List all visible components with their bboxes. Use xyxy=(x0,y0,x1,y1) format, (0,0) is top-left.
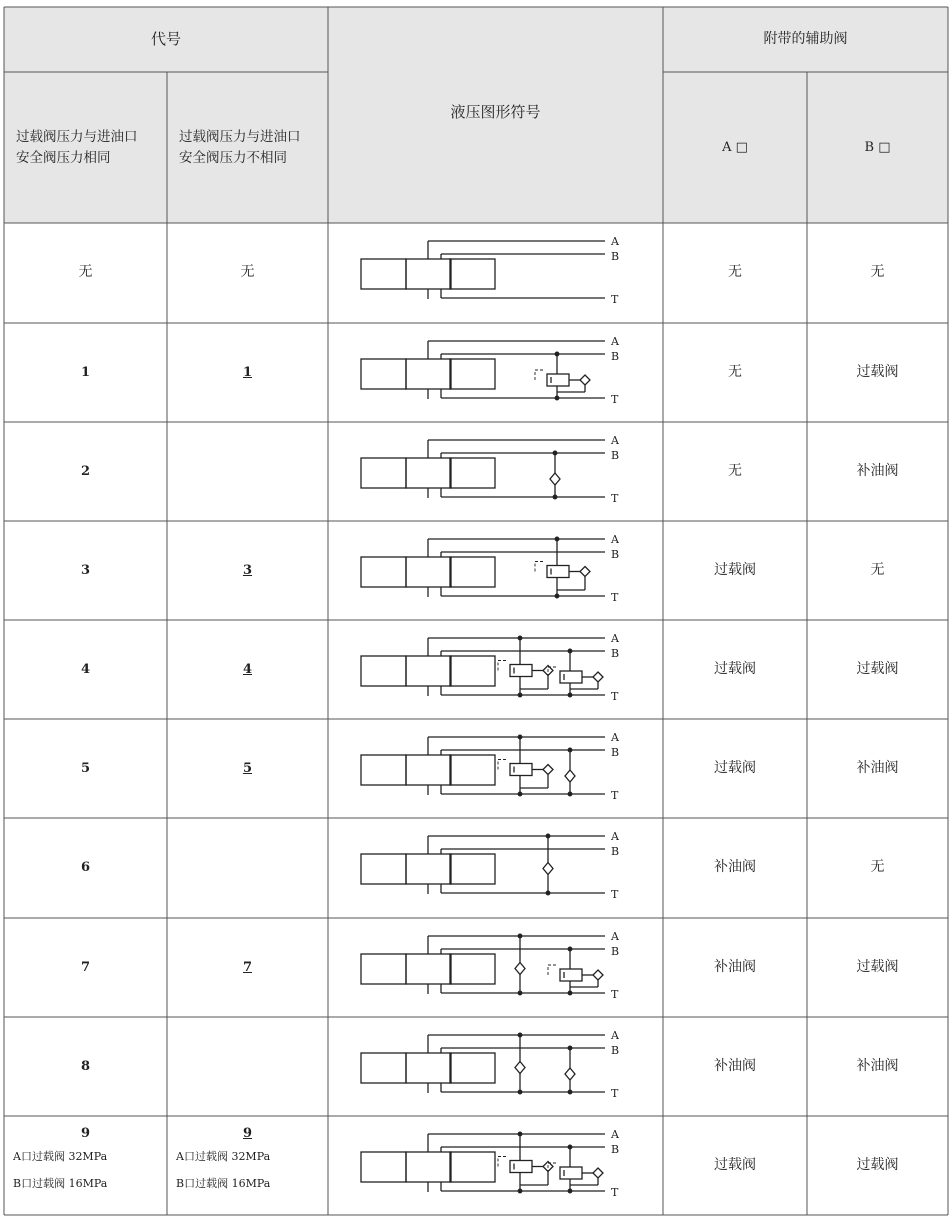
port-label-b: B xyxy=(611,647,620,660)
code-diff-cell: 3 xyxy=(242,562,253,578)
port-label-a: A xyxy=(611,434,619,447)
port-label-t: T xyxy=(611,789,619,802)
port-label-b: B xyxy=(611,945,620,958)
spool-block xyxy=(361,557,406,587)
header-aux-group: 附带的辅助阀 xyxy=(763,31,848,47)
spool-block xyxy=(450,755,495,785)
spool-block xyxy=(406,359,451,389)
code-same-cell: 8 xyxy=(80,1058,91,1074)
hydraulic-symbol xyxy=(361,533,620,604)
pressure-note: A口过载阀 32MPa xyxy=(176,1150,271,1163)
port-label-b: B xyxy=(611,746,620,759)
hydraulic-symbol xyxy=(361,830,620,901)
check-valve-icon xyxy=(543,765,553,775)
port-label-a: A xyxy=(611,1029,619,1042)
code-same-cell: 4 xyxy=(80,661,91,677)
port-label-b: B xyxy=(611,449,620,462)
header-symbol: 液压图形符号 xyxy=(450,102,541,121)
aux-b-cell: 补油阀 xyxy=(856,760,899,776)
code-diff-cell: 4 xyxy=(242,661,253,677)
spool-block xyxy=(450,458,495,488)
port-label-a: A xyxy=(611,930,619,943)
code-same-cell: 1 xyxy=(80,364,91,380)
pressure-note: B口过载阀 16MPa xyxy=(176,1177,271,1190)
code-diff-cell xyxy=(167,818,328,917)
hydraulic-symbol xyxy=(361,434,620,505)
code-diff-cell xyxy=(167,422,328,521)
hydraulic-symbol xyxy=(361,335,620,406)
spool-block xyxy=(361,854,406,884)
check-valve-icon xyxy=(580,375,590,385)
pressure-note: B口过载阀 16MPa xyxy=(13,1177,108,1190)
aux-b-cell: 过载阀 xyxy=(856,959,899,975)
port-label-b: B xyxy=(611,350,620,363)
spool-block xyxy=(406,854,451,884)
spool-block xyxy=(361,359,406,389)
port-label-t: T xyxy=(611,690,619,703)
spool-block xyxy=(406,656,451,686)
aux-a-cell: 过载阀 xyxy=(714,562,756,578)
aux-b-cell: 补油阀 xyxy=(856,463,899,479)
spool-block xyxy=(406,954,451,984)
spool-block xyxy=(361,259,406,289)
port-label-t: T xyxy=(611,988,619,1001)
relief-valve-icon xyxy=(510,1161,532,1173)
code-number: 9 xyxy=(242,1126,253,1141)
code-same-cell: 7 xyxy=(80,959,91,975)
relief-valve-icon xyxy=(560,671,582,683)
code-number: 9 xyxy=(80,1126,91,1141)
port-label-a: A xyxy=(611,235,619,248)
header-same-pressure: 过载阀压力与进油口 安全阀压力相同 xyxy=(16,129,138,166)
code-diff-cell: 无 xyxy=(240,264,255,280)
spool-block xyxy=(406,259,451,289)
check-valve-icon xyxy=(593,672,603,682)
code-same-cell: 6 xyxy=(80,859,91,875)
code-same-cell xyxy=(4,1125,167,1197)
aux-a-cell: 无 xyxy=(728,364,742,380)
header-port-b: B □ xyxy=(864,139,891,155)
port-label-b: B xyxy=(611,250,620,263)
check-valve-icon xyxy=(593,1168,603,1178)
spool-block xyxy=(450,359,495,389)
spool-block xyxy=(450,557,495,587)
hydraulic-symbol xyxy=(361,632,620,703)
relief-valve-icon xyxy=(560,1167,582,1179)
header-code-group: 代号 xyxy=(150,30,181,49)
port-label-t: T xyxy=(611,591,619,604)
code-same-cell: 5 xyxy=(80,760,91,776)
port-label-t: T xyxy=(611,492,619,505)
code-same-cell: 2 xyxy=(80,463,91,479)
spool-block xyxy=(450,259,495,289)
aux-a-cell: 补油阀 xyxy=(714,1058,756,1074)
aux-b-cell: 无 xyxy=(870,859,885,875)
aux-a-cell: 补油阀 xyxy=(714,859,756,875)
code-diff-cell: 1 xyxy=(242,364,253,380)
port-label-b: B xyxy=(611,1143,620,1156)
spool-block xyxy=(361,1152,406,1182)
port-label-a: A xyxy=(611,533,619,546)
port-label-a: A xyxy=(611,632,619,645)
code-diff-cell: 5 xyxy=(242,760,253,776)
port-label-a: A xyxy=(611,335,619,348)
relief-valve-icon xyxy=(547,374,569,386)
port-label-b: B xyxy=(611,1044,620,1057)
spool-block xyxy=(450,656,495,686)
hydraulic-symbol xyxy=(361,930,620,1001)
spool-block xyxy=(406,1053,451,1083)
hydraulic-symbol xyxy=(361,1029,620,1100)
code-diff-cell xyxy=(167,1125,328,1197)
relief-valve-icon xyxy=(547,566,569,578)
aux-b-cell: 无 xyxy=(870,264,885,280)
spool-block xyxy=(406,458,451,488)
port-label-a: A xyxy=(611,1128,619,1141)
spool-block xyxy=(406,755,451,785)
aux-b-cell: 过载阀 xyxy=(856,661,899,677)
aux-a-cell: 无 xyxy=(728,264,742,280)
relief-valve-icon xyxy=(510,665,532,677)
port-label-t: T xyxy=(611,1186,619,1199)
aux-b-cell: 过载阀 xyxy=(856,364,899,380)
port-label-t: T xyxy=(611,393,619,406)
check-valve-icon xyxy=(543,863,553,875)
spool-block xyxy=(406,557,451,587)
spool-block xyxy=(450,954,495,984)
aux-a-cell: 过载阀 xyxy=(714,1157,756,1173)
relief-valve-icon xyxy=(510,764,532,776)
code-diff-cell: 7 xyxy=(242,959,253,975)
port-label-t: T xyxy=(611,1087,619,1100)
spool-block xyxy=(450,1053,495,1083)
port-label-a: A xyxy=(611,731,619,744)
check-valve-icon xyxy=(550,473,560,485)
spool-block xyxy=(406,1152,451,1182)
check-valve-icon xyxy=(565,770,575,782)
aux-b-cell: 过载阀 xyxy=(856,1157,899,1173)
header-diff-pressure: 过载阀压力与进油口 安全阀压力不相同 xyxy=(179,129,301,166)
spool-block xyxy=(361,755,406,785)
aux-a-cell: 过载阀 xyxy=(714,661,756,677)
port-label-t: T xyxy=(611,888,619,901)
pressure-note: A口过载阀 32MPa xyxy=(13,1150,108,1163)
port-label-t: T xyxy=(611,293,619,306)
hydraulic-symbol xyxy=(361,235,620,306)
aux-b-cell: 补油阀 xyxy=(856,1058,899,1074)
hydraulic-symbol xyxy=(361,1128,620,1199)
aux-a-cell: 补油阀 xyxy=(714,959,756,975)
spool-block xyxy=(450,854,495,884)
code-diff-cell xyxy=(167,1017,328,1116)
check-valve-icon xyxy=(515,1062,525,1074)
relief-valve-icon xyxy=(560,969,582,981)
code-same-cell: 无 xyxy=(78,264,93,280)
check-valve-icon xyxy=(515,963,525,975)
spool-block xyxy=(361,954,406,984)
check-valve-icon xyxy=(565,1068,575,1080)
code-same-cell: 3 xyxy=(80,562,91,578)
port-label-b: B xyxy=(611,548,620,561)
check-valve-icon xyxy=(593,970,603,980)
aux-a-cell: 过载阀 xyxy=(714,760,756,776)
port-label-b: B xyxy=(611,845,620,858)
aux-a-cell: 无 xyxy=(728,463,742,479)
spool-block xyxy=(361,656,406,686)
aux-b-cell: 无 xyxy=(870,562,885,578)
hydraulic-symbol xyxy=(361,731,620,802)
port-label-a: A xyxy=(611,830,619,843)
spool-block xyxy=(361,458,406,488)
check-valve-icon xyxy=(580,567,590,577)
header-port-a: A □ xyxy=(722,139,748,155)
spool-block xyxy=(450,1152,495,1182)
spool-block xyxy=(361,1053,406,1083)
